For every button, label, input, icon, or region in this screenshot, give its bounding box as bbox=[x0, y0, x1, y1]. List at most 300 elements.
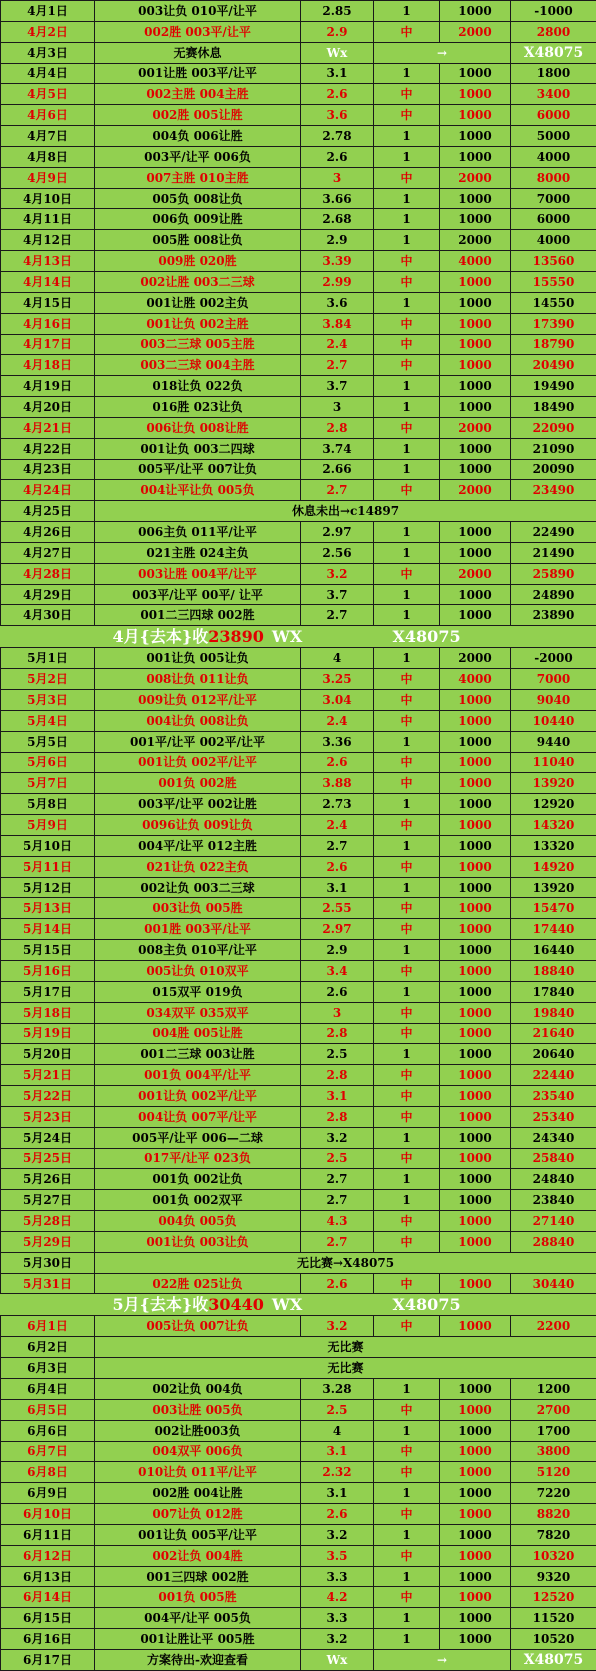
date-cell: 5月28日 bbox=[1, 1211, 95, 1232]
date-cell: 4月4日 bbox=[1, 63, 95, 84]
stake-cell: 1000 bbox=[440, 355, 511, 376]
stake-cell: 4000 bbox=[440, 251, 511, 272]
date-cell: 5月1日 bbox=[1, 648, 95, 669]
balance-cell: 1700 bbox=[511, 1420, 596, 1441]
odds-cell: 3.1 bbox=[301, 63, 374, 84]
result-cell: 1 bbox=[374, 940, 440, 961]
record-row bbox=[1, 417, 596, 438]
result-cell: 1 bbox=[374, 1483, 440, 1504]
picks-cell: 001三四球 002胜 bbox=[95, 1566, 301, 1587]
date-cell: 5月6日 bbox=[1, 752, 95, 773]
odds-cell: 3.84 bbox=[301, 313, 374, 334]
odds-cell: 3.28 bbox=[301, 1379, 374, 1400]
odds-cell: 2.4 bbox=[301, 710, 374, 731]
result-cell: 中 bbox=[374, 1441, 440, 1462]
date-cell: 4月25日 bbox=[1, 501, 95, 522]
balance-cell: 7000 bbox=[511, 669, 596, 690]
result-cell: 1 bbox=[374, 835, 440, 856]
picks-cell: 001让胜 002主负 bbox=[95, 292, 301, 313]
record-row bbox=[1, 397, 596, 418]
balance-cell: 22090 bbox=[511, 417, 596, 438]
balance-cell: -2000 bbox=[511, 648, 596, 669]
balance-cell: 13320 bbox=[511, 835, 596, 856]
record-row bbox=[1, 1065, 596, 1086]
result-cell: 1 bbox=[374, 542, 440, 563]
balance-cell: 2800 bbox=[511, 21, 596, 42]
picks-cell: 004双平 006负 bbox=[95, 1441, 301, 1462]
result-cell: 中 bbox=[374, 1504, 440, 1525]
record-row bbox=[1, 648, 596, 669]
date-cell: 5月8日 bbox=[1, 794, 95, 815]
balance-cell: 7820 bbox=[511, 1524, 596, 1545]
stake-cell: 1000 bbox=[440, 919, 511, 940]
picks-cell: 003让负 005胜 bbox=[95, 898, 301, 919]
stake-cell: 1000 bbox=[440, 940, 511, 961]
record-row bbox=[1, 898, 596, 919]
picks-cell: 004平/让平 005负 bbox=[95, 1608, 301, 1629]
record-row bbox=[1, 940, 596, 961]
record-row bbox=[1, 1587, 596, 1608]
date-cell: 5月29日 bbox=[1, 1231, 95, 1252]
notice-row bbox=[1, 1337, 596, 1358]
wx-cell: Wx bbox=[301, 1649, 374, 1670]
result-cell: 中 bbox=[374, 1462, 440, 1483]
date-cell: 5月24日 bbox=[1, 1127, 95, 1148]
stake-cell: 1000 bbox=[440, 835, 511, 856]
stake-cell: 1000 bbox=[440, 960, 511, 981]
picks-cell: 018让负 022负 bbox=[95, 376, 301, 397]
result-cell: 中 bbox=[374, 1399, 440, 1420]
summary-cell bbox=[1, 626, 596, 648]
picks-cell: 001平/让平 002平/让平 bbox=[95, 731, 301, 752]
balance-cell: 22490 bbox=[511, 522, 596, 543]
record-row bbox=[1, 1524, 596, 1545]
odds-cell: 2.7 bbox=[301, 355, 374, 376]
result-cell: 1 bbox=[374, 1566, 440, 1587]
result-cell: 中 bbox=[374, 167, 440, 188]
date-cell: 5月21日 bbox=[1, 1065, 95, 1086]
picks-cell: 002胜 003平/让平 bbox=[95, 21, 301, 42]
stake-cell: 1000 bbox=[440, 1629, 511, 1650]
date-cell: 5月26日 bbox=[1, 1169, 95, 1190]
record-row bbox=[1, 1148, 596, 1169]
odds-cell: 3.7 bbox=[301, 376, 374, 397]
picks-cell: 005胜 008让负 bbox=[95, 230, 301, 251]
picks-cell: 004平/让平 012主胜 bbox=[95, 835, 301, 856]
monthly-summary-row bbox=[1, 626, 596, 648]
record-row bbox=[1, 690, 596, 711]
odds-cell: 2.7 bbox=[301, 1169, 374, 1190]
result-cell: 1 bbox=[374, 1420, 440, 1441]
record-row bbox=[1, 794, 596, 815]
date-cell: 4月21日 bbox=[1, 417, 95, 438]
balance-cell: 21640 bbox=[511, 1023, 596, 1044]
stake-cell: 1000 bbox=[440, 84, 511, 105]
balance-cell: 6000 bbox=[511, 105, 596, 126]
result-cell: 1 bbox=[374, 397, 440, 418]
result-cell: 中 bbox=[374, 1148, 440, 1169]
odds-cell: 2.6 bbox=[301, 1504, 374, 1525]
summary-amount: 23890 bbox=[208, 626, 264, 646]
record-row bbox=[1, 877, 596, 898]
result-cell: 1 bbox=[374, 459, 440, 480]
stake-cell: 2000 bbox=[440, 417, 511, 438]
result-cell: 中 bbox=[374, 1211, 440, 1232]
record-row bbox=[1, 230, 596, 251]
record-row bbox=[1, 1231, 596, 1252]
date-cell: 6月1日 bbox=[1, 1316, 95, 1337]
result-cell: 中 bbox=[374, 251, 440, 272]
stake-cell: 2000 bbox=[440, 21, 511, 42]
balance-cell: -1000 bbox=[511, 1, 596, 22]
picks-cell: 003平/让平 00平/ 让平 bbox=[95, 584, 301, 605]
arrow-cell: → bbox=[374, 1649, 511, 1670]
stake-cell: 2000 bbox=[440, 648, 511, 669]
stake-cell: 1000 bbox=[440, 542, 511, 563]
date-cell: 6月13日 bbox=[1, 1566, 95, 1587]
odds-cell: 3.1 bbox=[301, 1441, 374, 1462]
stake-cell: 1000 bbox=[440, 1231, 511, 1252]
odds-cell: 2.8 bbox=[301, 1065, 374, 1086]
picks-cell: 005让负 010双平 bbox=[95, 960, 301, 981]
date-cell: 4月8日 bbox=[1, 146, 95, 167]
balance-cell: 4000 bbox=[511, 230, 596, 251]
picks-cell: 001负 005胜 bbox=[95, 1587, 301, 1608]
record-row bbox=[1, 1, 596, 22]
balance-cell: 14920 bbox=[511, 856, 596, 877]
odds-cell: 2.99 bbox=[301, 271, 374, 292]
balance-cell: 5120 bbox=[511, 1462, 596, 1483]
picks-cell: 005平/让平 006—二球 bbox=[95, 1127, 301, 1148]
odds-cell: 3.2 bbox=[301, 1316, 374, 1337]
picks-cell: 005负 008让负 bbox=[95, 188, 301, 209]
balance-cell: 23540 bbox=[511, 1086, 596, 1107]
balance-cell: 22440 bbox=[511, 1065, 596, 1086]
result-cell: 1 bbox=[374, 877, 440, 898]
picks-cell: 001让胜让平 005胜 bbox=[95, 1629, 301, 1650]
date-cell: 4月24日 bbox=[1, 480, 95, 501]
date-cell: 6月6日 bbox=[1, 1420, 95, 1441]
picks-cell: 004让负 008让负 bbox=[95, 710, 301, 731]
balance-cell: 17840 bbox=[511, 981, 596, 1002]
odds-cell: 3.74 bbox=[301, 438, 374, 459]
date-cell: 5月7日 bbox=[1, 773, 95, 794]
result-cell: 中 bbox=[374, 752, 440, 773]
date-cell: 6月14日 bbox=[1, 1587, 95, 1608]
stake-cell: 1000 bbox=[440, 856, 511, 877]
odds-cell: 2.97 bbox=[301, 919, 374, 940]
odds-cell: 2.7 bbox=[301, 605, 374, 626]
record-row bbox=[1, 1316, 596, 1337]
result-cell: 中 bbox=[374, 856, 440, 877]
picks-cell: 005平/让平 007让负 bbox=[95, 459, 301, 480]
balance-cell: 20090 bbox=[511, 459, 596, 480]
stake-cell: 1000 bbox=[440, 1, 511, 22]
odds-cell: 3 bbox=[301, 1002, 374, 1023]
odds-cell: 3.66 bbox=[301, 188, 374, 209]
record-row bbox=[1, 1190, 596, 1211]
date-cell: 6月7日 bbox=[1, 1441, 95, 1462]
record-row bbox=[1, 522, 596, 543]
date-cell: 4月13日 bbox=[1, 251, 95, 272]
notice-row bbox=[1, 501, 596, 522]
picks-cell: 001让负 005平/让平 bbox=[95, 1524, 301, 1545]
stake-cell: 1000 bbox=[440, 1065, 511, 1086]
balance-cell: 15470 bbox=[511, 898, 596, 919]
date-cell: 4月29日 bbox=[1, 584, 95, 605]
picks-cell: 007让负 012胜 bbox=[95, 1504, 301, 1525]
picks-cell: 004胜 005让胜 bbox=[95, 1023, 301, 1044]
date-cell: 5月30日 bbox=[1, 1252, 95, 1273]
result-cell: 1 bbox=[374, 146, 440, 167]
balance-cell: 13560 bbox=[511, 251, 596, 272]
date-cell: 6月12日 bbox=[1, 1545, 95, 1566]
notice-cell: 无比赛 bbox=[95, 1358, 596, 1379]
balance-cell: 24890 bbox=[511, 584, 596, 605]
stake-cell: 1000 bbox=[440, 1002, 511, 1023]
date-cell: 5月14日 bbox=[1, 919, 95, 940]
result-cell: 1 bbox=[374, 1190, 440, 1211]
picks-cell: 010让负 011平/让平 bbox=[95, 1462, 301, 1483]
odds-cell: 3.1 bbox=[301, 1483, 374, 1504]
balance-cell: 10520 bbox=[511, 1629, 596, 1650]
date-cell: 4月19日 bbox=[1, 376, 95, 397]
picks-cell: 009胜 020胜 bbox=[95, 251, 301, 272]
summary-cell bbox=[1, 1294, 596, 1316]
picks-cell: 009让负 012平/让平 bbox=[95, 690, 301, 711]
result-cell: 中 bbox=[374, 960, 440, 981]
balance-cell: 27140 bbox=[511, 1211, 596, 1232]
date-cell: 6月11日 bbox=[1, 1524, 95, 1545]
date-cell: 4月14日 bbox=[1, 271, 95, 292]
picks-cell: 001让负 002主胜 bbox=[95, 313, 301, 334]
balance-cell: 9040 bbox=[511, 690, 596, 711]
record-row bbox=[1, 919, 596, 940]
stake-cell: 1000 bbox=[440, 1420, 511, 1441]
result-cell: 中 bbox=[374, 105, 440, 126]
stake-cell: 1000 bbox=[440, 1379, 511, 1400]
record-row bbox=[1, 355, 596, 376]
odds-cell: 3 bbox=[301, 167, 374, 188]
picks-cell: 001让负 002平/让平 bbox=[95, 752, 301, 773]
record-row bbox=[1, 542, 596, 563]
picks-cell: 003让负 010平/让平 bbox=[95, 1, 301, 22]
odds-cell: 4.3 bbox=[301, 1211, 374, 1232]
record-row bbox=[1, 835, 596, 856]
date-cell: 6月10日 bbox=[1, 1504, 95, 1525]
record-row bbox=[1, 63, 596, 84]
summary-label: 4月{去本}收 bbox=[112, 626, 209, 646]
stake-cell: 1000 bbox=[440, 1044, 511, 1065]
record-row bbox=[1, 1399, 596, 1420]
result-cell: 中 bbox=[374, 563, 440, 584]
balance-cell: 21090 bbox=[511, 438, 596, 459]
result-cell: 1 bbox=[374, 522, 440, 543]
date-cell: 6月8日 bbox=[1, 1462, 95, 1483]
date-cell: 5月13日 bbox=[1, 898, 95, 919]
date-cell: 4月20日 bbox=[1, 397, 95, 418]
balance-cell: 25890 bbox=[511, 563, 596, 584]
record-row bbox=[1, 167, 596, 188]
picks-cell: 007主胜 010主胜 bbox=[95, 167, 301, 188]
stake-cell: 1000 bbox=[440, 188, 511, 209]
record-row bbox=[1, 1002, 596, 1023]
picks-cell: 003二三球 004主胜 bbox=[95, 355, 301, 376]
odds-cell: 3.3 bbox=[301, 1608, 374, 1629]
picks-cell: 008让负 011让负 bbox=[95, 669, 301, 690]
result-cell: 1 bbox=[374, 1608, 440, 1629]
stake-cell: 1000 bbox=[440, 1190, 511, 1211]
date-cell: 4月5日 bbox=[1, 84, 95, 105]
picks-cell: 001让负 003二四球 bbox=[95, 438, 301, 459]
stake-cell: 2000 bbox=[440, 480, 511, 501]
balance-cell: 24840 bbox=[511, 1169, 596, 1190]
record-row bbox=[1, 271, 596, 292]
picks-cell: 017平/让平 023负 bbox=[95, 1148, 301, 1169]
odds-cell: 2.8 bbox=[301, 1106, 374, 1127]
summary-contact: X48075 bbox=[392, 1294, 461, 1314]
stake-cell: 1000 bbox=[440, 292, 511, 313]
picks-cell: 003平/让平 006负 bbox=[95, 146, 301, 167]
stake-cell: 2000 bbox=[440, 563, 511, 584]
balance-cell: 25340 bbox=[511, 1106, 596, 1127]
date-cell: 4月15日 bbox=[1, 292, 95, 313]
stake-cell: 1000 bbox=[440, 1462, 511, 1483]
balance-cell: 17390 bbox=[511, 313, 596, 334]
stake-cell: 2000 bbox=[440, 167, 511, 188]
date-cell: 6月4日 bbox=[1, 1379, 95, 1400]
picks-cell: 001让负 005让负 bbox=[95, 648, 301, 669]
result-cell: 中 bbox=[374, 1065, 440, 1086]
stake-cell: 2000 bbox=[440, 230, 511, 251]
stake-cell: 1000 bbox=[440, 1316, 511, 1337]
stake-cell: 1000 bbox=[440, 209, 511, 230]
picks-cell: 004让负 007平/让平 bbox=[95, 1106, 301, 1127]
date-cell: 5月20日 bbox=[1, 1044, 95, 1065]
stake-cell: 1000 bbox=[440, 584, 511, 605]
record-row bbox=[1, 334, 596, 355]
odds-cell: 2.5 bbox=[301, 1399, 374, 1420]
stake-cell: 1000 bbox=[440, 877, 511, 898]
record-row bbox=[1, 815, 596, 836]
odds-cell: 2.6 bbox=[301, 146, 374, 167]
balance-cell: 8000 bbox=[511, 167, 596, 188]
record-row bbox=[1, 438, 596, 459]
stake-cell: 1000 bbox=[440, 438, 511, 459]
balance-cell: 2200 bbox=[511, 1316, 596, 1337]
date-cell: 4月30日 bbox=[1, 605, 95, 626]
picks-cell: 001负 002双平 bbox=[95, 1190, 301, 1211]
balance-cell: 3400 bbox=[511, 84, 596, 105]
stake-cell: 1000 bbox=[440, 1587, 511, 1608]
result-cell: 中 bbox=[374, 1273, 440, 1294]
odds-cell: 2.7 bbox=[301, 1190, 374, 1211]
odds-cell: 2.5 bbox=[301, 1148, 374, 1169]
date-cell: 5月25日 bbox=[1, 1148, 95, 1169]
picks-cell: 004负 005负 bbox=[95, 1211, 301, 1232]
odds-cell: 2.9 bbox=[301, 230, 374, 251]
odds-cell: 2.8 bbox=[301, 1023, 374, 1044]
result-cell: 1 bbox=[374, 731, 440, 752]
date-cell: 6月2日 bbox=[1, 1337, 95, 1358]
odds-cell: 2.6 bbox=[301, 84, 374, 105]
date-cell: 5月16日 bbox=[1, 960, 95, 981]
picks-cell: 021让负 022主负 bbox=[95, 856, 301, 877]
balance-cell: 7000 bbox=[511, 188, 596, 209]
date-cell: 4月23日 bbox=[1, 459, 95, 480]
odds-cell: 2.66 bbox=[301, 459, 374, 480]
odds-cell: 2.6 bbox=[301, 1273, 374, 1294]
balance-cell: 14550 bbox=[511, 292, 596, 313]
result-cell: 中 bbox=[374, 669, 440, 690]
record-row bbox=[1, 1169, 596, 1190]
odds-cell: 2.7 bbox=[301, 1231, 374, 1252]
record-row bbox=[1, 710, 596, 731]
odds-cell: 2.97 bbox=[301, 522, 374, 543]
result-cell: 1 bbox=[374, 584, 440, 605]
date-cell: 5月2日 bbox=[1, 669, 95, 690]
picks-cell: 001胜 003平/让平 bbox=[95, 919, 301, 940]
odds-cell: 2.56 bbox=[301, 542, 374, 563]
record-row bbox=[1, 21, 596, 42]
notice-cell: 方案待出-欢迎查看 bbox=[95, 1649, 301, 1670]
odds-cell: 3.2 bbox=[301, 1629, 374, 1650]
odds-cell: 2.9 bbox=[301, 940, 374, 961]
balance-cell: 20640 bbox=[511, 1044, 596, 1065]
balance-cell: 20490 bbox=[511, 355, 596, 376]
balance-cell: 16440 bbox=[511, 940, 596, 961]
result-cell: 中 bbox=[374, 271, 440, 292]
result-cell: 1 bbox=[374, 1127, 440, 1148]
date-cell: 4月26日 bbox=[1, 522, 95, 543]
result-cell: 中 bbox=[374, 1545, 440, 1566]
stake-cell: 1000 bbox=[440, 376, 511, 397]
picks-cell: 002让胜 003二三球 bbox=[95, 271, 301, 292]
record-row bbox=[1, 251, 596, 272]
balance-cell: 19490 bbox=[511, 376, 596, 397]
odds-cell: 3.1 bbox=[301, 1086, 374, 1107]
record-row bbox=[1, 731, 596, 752]
stake-cell: 1000 bbox=[440, 710, 511, 731]
odds-cell: 3.6 bbox=[301, 105, 374, 126]
odds-cell: 2.78 bbox=[301, 126, 374, 147]
stake-cell: 1000 bbox=[440, 898, 511, 919]
date-cell: 4月17日 bbox=[1, 334, 95, 355]
balance-cell: 12520 bbox=[511, 1587, 596, 1608]
balance-cell: 17440 bbox=[511, 919, 596, 940]
odds-cell: 4 bbox=[301, 648, 374, 669]
picks-cell: 001让负 002平/让平 bbox=[95, 1086, 301, 1107]
stake-cell: 1000 bbox=[440, 605, 511, 626]
picks-cell: 003平/让平 002让胜 bbox=[95, 794, 301, 815]
odds-cell: 3.5 bbox=[301, 1545, 374, 1566]
stake-cell: 1000 bbox=[440, 126, 511, 147]
picks-cell: 002让负 003二三球 bbox=[95, 877, 301, 898]
stake-cell: 1000 bbox=[440, 731, 511, 752]
balance-cell: 14320 bbox=[511, 815, 596, 836]
stake-cell: 1000 bbox=[440, 1608, 511, 1629]
odds-cell: 3.3 bbox=[301, 1566, 374, 1587]
record-row bbox=[1, 605, 596, 626]
picks-cell: 001二三球 003让胜 bbox=[95, 1044, 301, 1065]
result-cell: 1 bbox=[374, 126, 440, 147]
summary-amount: 30440 bbox=[208, 1294, 264, 1314]
picks-cell: 004负 006让胜 bbox=[95, 126, 301, 147]
stake-cell: 1000 bbox=[440, 1211, 511, 1232]
odds-cell: 3.2 bbox=[301, 1524, 374, 1545]
stake-cell: 1000 bbox=[440, 1441, 511, 1462]
result-cell: 中 bbox=[374, 334, 440, 355]
